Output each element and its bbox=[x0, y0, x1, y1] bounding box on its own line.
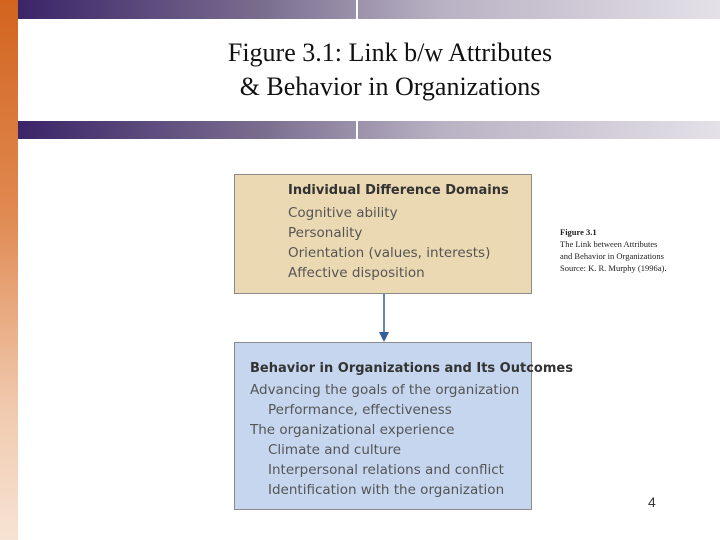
band-divider bbox=[356, 121, 358, 139]
bottom-box-item: The organizational experience bbox=[250, 422, 455, 438]
page-number: 4 bbox=[648, 494, 656, 510]
caption-line: and Behavior in Organizations bbox=[560, 251, 664, 261]
caption-title: Figure 3.1 bbox=[560, 227, 597, 237]
down-arrow-connector bbox=[374, 294, 394, 344]
top-box-item: Orientation (values, interests) bbox=[288, 245, 491, 261]
top-box-header: Individual Difference Domains bbox=[288, 183, 509, 198]
top-decorative-band bbox=[18, 0, 720, 19]
slide-title-line-2: & Behavior in Organizations bbox=[239, 72, 541, 101]
bottom-box-subitem: Interpersonal relations and conflict bbox=[268, 462, 504, 478]
slide-title-line-1: Figure 3.1: Link b/w Attributes bbox=[227, 38, 553, 67]
bottom-box-item: Advancing the goals of the organization bbox=[250, 382, 520, 398]
figure-caption bbox=[560, 226, 700, 274]
left-accent-bar bbox=[0, 0, 18, 540]
caption-source: Source: K. R. Murphy (1996a). bbox=[560, 263, 667, 273]
top-box-item: Affective disposition bbox=[288, 265, 425, 281]
behavior-outcomes-box bbox=[234, 342, 573, 510]
top-box-item: Cognitive ability bbox=[288, 205, 398, 221]
individual-difference-domains-box bbox=[234, 174, 532, 294]
bottom-box-subitem: Climate and culture bbox=[268, 442, 402, 458]
mid-decorative-band bbox=[18, 121, 720, 139]
caption-line: The Link between Attributes bbox=[560, 239, 658, 249]
bottom-box-subitem: Identification with the organization bbox=[268, 482, 505, 498]
bottom-box-subitem: Performance, effectiveness bbox=[268, 402, 452, 418]
bottom-box-header: Behavior in Organizations and Its Outcomes bbox=[250, 361, 573, 376]
band-divider bbox=[356, 0, 358, 19]
top-box-item: Personality bbox=[288, 225, 363, 241]
